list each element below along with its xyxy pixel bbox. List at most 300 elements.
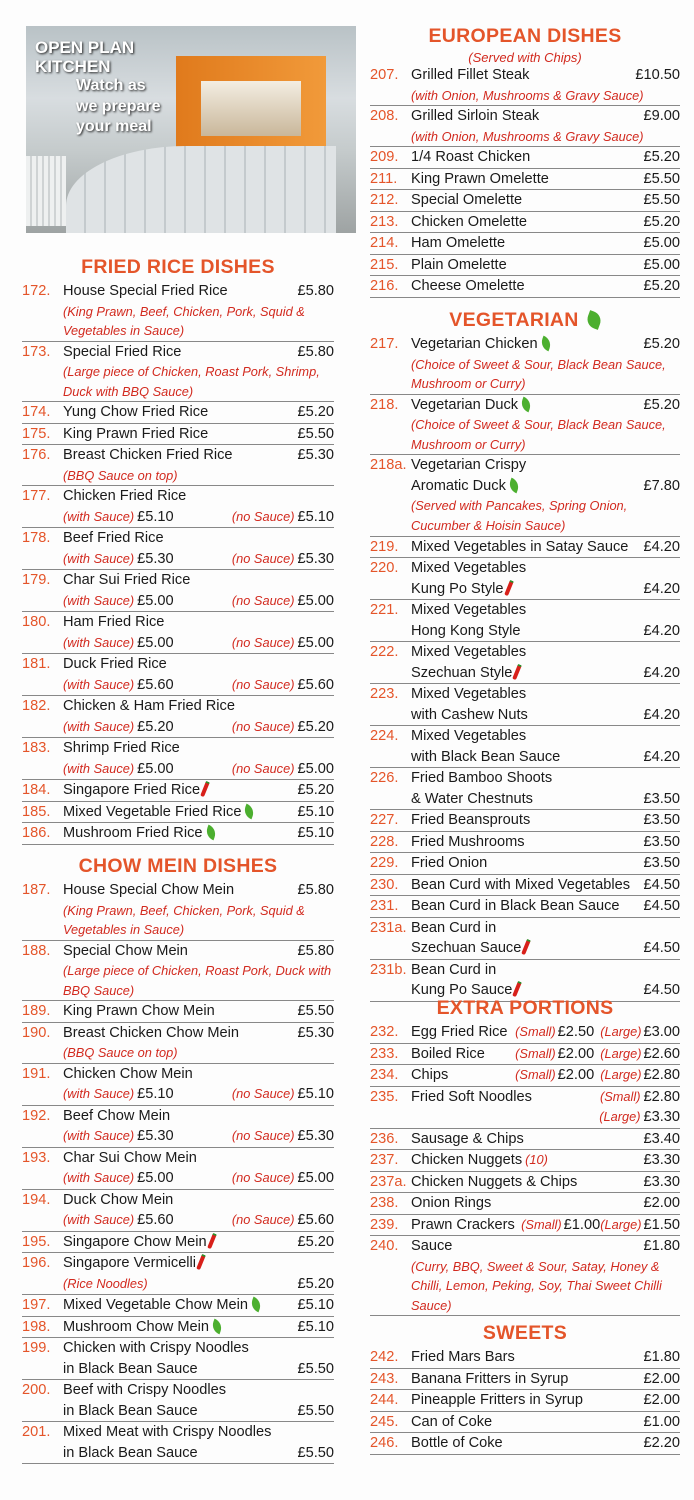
item-number: 189. <box>22 1003 51 1020</box>
item-line <box>22 780 334 801</box>
item-name-text: in Black Bean Sauce <box>63 1444 198 1461</box>
item-price: £3.50 <box>643 833 680 850</box>
item-name <box>63 802 254 823</box>
item-description: (Choice of Sweet & Sour, Black Bean Sauce, Mushroom or Curry) <box>411 417 666 452</box>
sauce-options <box>22 633 334 654</box>
menu-item <box>370 1347 680 1369</box>
item-name-text: Beef Fried Rice <box>63 530 164 547</box>
menu-item <box>370 106 680 147</box>
sauce-options <box>22 1210 334 1231</box>
caption-line: KITCHEN <box>35 57 111 76</box>
menu-item <box>22 780 334 802</box>
large-label: (Large) <box>600 1067 642 1082</box>
item-price: £7.80 <box>643 477 680 494</box>
item-price: £4.20 <box>643 580 680 597</box>
item-name <box>63 1190 173 1211</box>
item-number: 224. <box>370 728 399 745</box>
no-sauce-option <box>232 1168 334 1189</box>
item-line <box>22 1401 334 1422</box>
item-number: 177. <box>22 488 51 505</box>
item-price: £3.50 <box>643 855 680 872</box>
item-name-text: Ham Fried Rice <box>63 614 165 631</box>
menu-item <box>370 1236 680 1316</box>
menu-item <box>370 233 680 255</box>
item-number: 195. <box>22 1233 51 1250</box>
item-name <box>63 424 208 445</box>
item-name-text: & Water Chestnuts <box>411 790 533 807</box>
item-line <box>22 570 334 591</box>
item-name-text: Special Fried Rice <box>63 343 182 360</box>
item-name-text: Kung Po Style <box>411 580 504 597</box>
item-name <box>63 696 235 717</box>
item-price: £5.50 <box>297 1003 334 1020</box>
item-name-text: Special Omelette <box>411 192 523 209</box>
large-price: £2.80 <box>643 1067 680 1083</box>
item-name-text: Mushroom Fried Rice <box>63 825 203 842</box>
large-price-box <box>599 1107 680 1128</box>
menu-item <box>22 612 334 654</box>
item-number: 223. <box>370 686 399 703</box>
with-sauce-price: £5.00 <box>137 592 174 609</box>
with-sauce-label: (with Sauce) <box>63 508 135 524</box>
item-name <box>63 570 190 591</box>
item-name <box>63 1023 239 1044</box>
menu-item <box>370 1390 680 1412</box>
size-prices <box>515 1022 680 1043</box>
no-sauce-option <box>232 549 334 570</box>
item-line <box>22 1359 334 1380</box>
item-line <box>370 1065 680 1086</box>
item-name <box>411 1150 548 1171</box>
item-name-line2 <box>63 1443 198 1464</box>
item-line <box>370 1347 680 1368</box>
item-name <box>411 960 496 981</box>
menu-item <box>22 342 334 403</box>
menu-item <box>370 896 680 918</box>
with-sauce-price: £5.10 <box>137 1086 174 1103</box>
item-name-text: House Special Chow Mein <box>63 882 235 898</box>
item-price: £4.20 <box>643 622 680 639</box>
item-name-text: Chicken Nuggets & Chips <box>411 1173 578 1190</box>
chili-icon <box>513 663 523 679</box>
item-price: £1.00 <box>643 1413 680 1430</box>
with-sauce-label: (with Sauce) <box>63 634 135 650</box>
item-name <box>63 342 181 363</box>
menu-item <box>370 65 680 106</box>
vegetarian-leaf-icon <box>249 1297 263 1313</box>
item-line <box>370 190 680 211</box>
item-description: (Choice of Sweet & Sour, Black Bean Sauce, Mushroom or Curry) <box>411 356 666 392</box>
menu-item <box>22 696 334 738</box>
menu-item <box>370 1412 680 1434</box>
menu-item <box>22 486 334 528</box>
item-name-text: Can of Coke <box>411 1413 493 1430</box>
item-number: 236. <box>370 1130 399 1147</box>
item-line <box>22 1443 334 1464</box>
chow_mein-section <box>22 852 334 1464</box>
menu-item <box>22 1106 334 1148</box>
chili-icon <box>504 579 514 595</box>
item-line <box>22 445 334 466</box>
item-line <box>22 738 334 759</box>
menu-item <box>22 1422 334 1464</box>
item-line <box>370 147 680 168</box>
radiator <box>26 156 66 226</box>
item-price: £9.00 <box>643 108 680 125</box>
item-line <box>370 537 680 558</box>
item-number: 179. <box>22 572 51 589</box>
item-description: (King Prawn, Beef, Chicken, Pork, Squid & Vegetables in Sauce) <box>63 303 305 339</box>
item-number: 191. <box>22 1065 51 1082</box>
item-number: 190. <box>22 1024 51 1041</box>
item-line <box>370 768 680 789</box>
item-line <box>22 1232 334 1253</box>
item-name <box>63 780 207 801</box>
no-sauce-option <box>232 591 334 612</box>
item-price: £5.30 <box>297 1024 334 1041</box>
item-name <box>411 233 505 254</box>
no-sauce-price: £5.00 <box>297 760 334 777</box>
item-name-text: Mixed Meat with Crispy Noodles <box>63 1424 272 1441</box>
large-label: (Large) <box>599 1109 641 1124</box>
item-number: 215. <box>370 256 399 273</box>
item-number: 192. <box>22 1107 51 1124</box>
item-price: £5.50 <box>643 192 680 209</box>
caption-line: Watch as <box>76 77 146 94</box>
item-line <box>370 747 680 768</box>
item-price: £5.50 <box>643 170 680 187</box>
item-name <box>411 537 628 558</box>
item-name-text: Yung Chow Fried Rice <box>63 404 209 421</box>
item-line <box>370 233 680 254</box>
item-name-text: Kung Po Sauce <box>411 982 513 999</box>
item-name-text: Chicken Omelette <box>411 213 527 230</box>
item-name <box>63 445 233 466</box>
menu-item <box>370 147 680 169</box>
item-name-text: Bean Curd with Mixed Vegetables <box>411 876 631 893</box>
item-line <box>370 1150 680 1171</box>
item-price: £3.30 <box>643 1173 680 1190</box>
item-name <box>411 334 551 355</box>
sauce-options <box>22 759 334 780</box>
item-line <box>22 823 334 844</box>
item-name-text: Char Sui Fried Rice <box>63 572 191 589</box>
item-number: 194. <box>22 1191 51 1208</box>
item-name-line2 <box>411 579 511 600</box>
large-price: £3.00 <box>643 1024 680 1040</box>
item-name-text: Plain Omelette <box>411 256 507 273</box>
item-number: 238. <box>370 1195 399 1211</box>
item-price: £4.20 <box>643 664 680 681</box>
item-price: £5.20 <box>643 336 680 352</box>
menu-item <box>22 823 334 845</box>
no-sauce-label: (no Sauce) <box>231 1212 295 1228</box>
no-sauce-price: £5.20 <box>297 718 334 735</box>
size-prices <box>515 1044 680 1065</box>
menu-item <box>370 1193 680 1215</box>
item-line <box>370 960 680 981</box>
item-line <box>22 528 334 549</box>
menu-item <box>370 875 680 897</box>
item-name-text: Mixed Vegetable Fried Rice <box>63 803 242 820</box>
item-price: £5.20 <box>643 213 680 230</box>
item-name-text: Mixed Vegetables <box>411 644 527 661</box>
item-number: 227. <box>370 812 399 829</box>
item-name <box>411 455 526 476</box>
item-name-text: Fried Onion <box>411 855 488 872</box>
no-sauce-option <box>232 633 334 654</box>
item-name-text: Vegetarian Crispy <box>411 457 527 474</box>
item-number: 201. <box>22 1424 51 1441</box>
item-price: £5.80 <box>297 882 334 898</box>
item-price: £4.50 <box>643 982 680 999</box>
item-line <box>370 1087 680 1108</box>
item-name <box>411 169 549 190</box>
menu-item <box>370 1129 680 1151</box>
item-number: 216. <box>370 278 399 295</box>
item-name <box>63 1422 271 1443</box>
item-line <box>370 896 680 917</box>
no-sauce-label: (no Sauce) <box>231 550 295 566</box>
item-name-text: Mixed Vegetables <box>411 728 527 745</box>
no-sauce-price: £5.00 <box>297 1170 334 1187</box>
item-line <box>22 1148 334 1169</box>
item-line <box>370 169 680 190</box>
item-name-text: King Prawn Omelette <box>411 170 549 187</box>
menu-item <box>370 169 680 191</box>
item-price: £5.80 <box>297 343 334 360</box>
item-name-text: Mixed Vegetables in Satay Sauce <box>411 538 629 555</box>
item-number: 207. <box>370 67 399 83</box>
menu-item <box>370 1172 680 1194</box>
menu-item <box>22 402 334 424</box>
item-line <box>370 600 680 621</box>
item-name-text: Duck Chow Mein <box>63 1191 174 1208</box>
item-price: £5.10 <box>297 1318 334 1335</box>
item-line <box>22 1106 334 1127</box>
item-name <box>411 726 526 747</box>
item-line <box>370 1022 680 1043</box>
item-number: 230. <box>370 876 399 893</box>
item-name <box>411 558 526 579</box>
item-name-text: Vegetarian Duck <box>411 396 519 413</box>
item-line <box>370 789 680 810</box>
large-label: (Large) <box>600 1045 642 1061</box>
item-name-text: House Special Fried Rice <box>63 283 228 299</box>
item-name-text: Bean Curd in Black Bean Sauce <box>411 898 620 915</box>
item-name <box>63 941 188 962</box>
item-line <box>22 1190 334 1211</box>
small-price-box <box>600 1087 680 1108</box>
item-line <box>370 1129 680 1150</box>
item-name-text: Cheese Omelette <box>411 278 525 295</box>
vegetarian-leaf-icon <box>243 804 257 820</box>
menu-item <box>22 1232 334 1254</box>
menu-item <box>370 212 680 234</box>
vegetarian-leaf-icon <box>204 825 218 841</box>
kitchen-photo <box>26 26 356 233</box>
with-sauce-label: (with Sauce) <box>63 592 135 608</box>
item-number: 197. <box>22 1297 51 1314</box>
item-name-line2 <box>411 663 519 684</box>
item-name <box>63 823 216 844</box>
item-name-text: Chicken & Ham Fried Rice <box>63 698 235 715</box>
vegetarian-section <box>370 306 680 1002</box>
item-name <box>411 147 530 168</box>
item-description: (Curry, BBQ, Sweet & Sour, Satay, Honey & Chilli, Lemon, Peking, Soy, Thai Sweet Chilli Sauce) <box>411 1258 662 1313</box>
item-name-text: Grilled Fillet Steak <box>411 67 530 83</box>
item-price: £5.20 <box>297 782 334 799</box>
item-name <box>63 402 208 423</box>
item-number: 213. <box>370 213 399 230</box>
no-sauce-label: (no Sauce) <box>231 592 295 608</box>
item-line <box>370 810 680 831</box>
item-name-text: Chicken Fried Rice <box>63 488 187 505</box>
menu-item <box>370 537 680 559</box>
item-line <box>370 255 680 276</box>
item-name-text: Mixed Vegetables <box>411 602 527 619</box>
item-line <box>22 880 334 901</box>
item-name-text: Sauce <box>411 1238 453 1254</box>
with-sauce-price: £5.20 <box>137 718 174 735</box>
item-line <box>22 941 334 962</box>
small-label: (Small) <box>515 1045 556 1061</box>
item-line <box>370 705 680 726</box>
item-price: £5.50 <box>297 1402 334 1419</box>
item-name-text: Singapore Vermicelli <box>63 1255 197 1272</box>
item-name <box>63 612 164 633</box>
with-sauce-price: £5.30 <box>137 550 174 567</box>
item-name <box>411 918 496 939</box>
item-number: 222. <box>370 644 399 661</box>
item-number: 211. <box>370 170 398 187</box>
item-name <box>411 642 526 663</box>
item-name <box>411 832 525 853</box>
item-price: £5.20 <box>297 404 334 421</box>
item-name <box>63 528 164 549</box>
item-name-text: Bean Curd in <box>411 919 497 936</box>
item-name-text: Singapore Chow Mein <box>63 1233 207 1250</box>
item-number: 188. <box>22 942 51 959</box>
item-name-text: Vegetarian Chicken <box>411 336 538 352</box>
sauce-options <box>22 717 334 738</box>
item-line <box>370 334 680 355</box>
item-number: 218a. <box>370 457 407 474</box>
item-price: £10.50 <box>635 67 680 83</box>
item-line <box>22 612 334 633</box>
item-number: 217. <box>370 336 399 352</box>
menu-item <box>22 1148 334 1190</box>
menu-item <box>370 1022 680 1044</box>
item-number: 212. <box>370 192 399 209</box>
chili-icon <box>207 1233 217 1249</box>
menu-item <box>370 395 680 456</box>
item-name <box>63 1064 193 1085</box>
item-line <box>22 1380 334 1401</box>
item-name <box>411 1215 515 1236</box>
item-line <box>22 281 334 302</box>
item-number: 221. <box>370 602 399 619</box>
item-price: £5.20 <box>643 149 680 166</box>
item-number: 220. <box>370 560 399 577</box>
chili-icon <box>522 939 532 955</box>
item-name-text: Singapore Fried Rice <box>63 782 201 799</box>
item-name-text: Beef Chow Mein <box>63 1107 171 1124</box>
with-sauce-label: (with Sauce) <box>63 676 135 692</box>
item-name <box>411 190 522 211</box>
item-line <box>370 1172 680 1193</box>
item-name-text: Duck Fried Rice <box>63 656 167 673</box>
item-number: 175. <box>22 425 51 442</box>
item-number: 231. <box>370 898 399 915</box>
item-name <box>411 395 531 416</box>
menu-item <box>22 528 334 570</box>
item-description: (King Prawn, Beef, Chicken, Pork, Squid & Vegetables in Sauce) <box>63 902 305 938</box>
item-line <box>370 938 680 959</box>
small-label: (Small) <box>515 1024 556 1039</box>
item-price: £4.50 <box>643 876 680 893</box>
item-number: 174. <box>22 404 51 421</box>
vegetarian-leaf-icon <box>539 336 553 352</box>
item-name-text: Chips <box>411 1067 449 1083</box>
item-number: 226. <box>370 770 399 787</box>
item-name <box>411 106 539 127</box>
menu-item <box>370 455 680 536</box>
item-name <box>63 1253 203 1274</box>
item-name-text: 1/4 Roast Chicken <box>411 149 531 166</box>
menu-item <box>370 1369 680 1391</box>
item-name <box>63 1295 261 1316</box>
item-number: 182. <box>22 698 51 715</box>
item-price: £4.20 <box>643 706 680 723</box>
vegetarian-leaf-icon <box>519 396 533 412</box>
item-name-line2 <box>411 789 533 810</box>
item-line <box>370 106 680 127</box>
item-price: £5.50 <box>297 1360 334 1377</box>
item-name-text: Ham Omelette <box>411 235 506 252</box>
menu-item <box>370 334 680 395</box>
item-price: £5.00 <box>643 256 680 273</box>
section-heading <box>370 306 680 334</box>
item-line <box>22 696 334 717</box>
menu-item <box>370 1150 680 1172</box>
menu-item <box>370 684 680 726</box>
no-sauce-label: (no Sauce) <box>231 760 295 776</box>
item-name <box>63 1317 222 1338</box>
item-line <box>22 1295 334 1316</box>
menu-item <box>22 1338 334 1380</box>
item-line <box>370 1215 680 1236</box>
sauce-options <box>22 549 334 570</box>
item-price: £2.00 <box>643 1195 680 1211</box>
no-sauce-label: (no Sauce) <box>231 634 295 650</box>
item-name-text: Fried Soft Noodles <box>411 1088 532 1105</box>
item-price: £4.50 <box>643 898 680 915</box>
item-price: £4.20 <box>643 538 680 555</box>
no-sauce-label: (no Sauce) <box>231 676 295 692</box>
section-heading: SWEETS <box>482 1322 568 1344</box>
item-number: 237. <box>370 1152 399 1168</box>
menu-item <box>370 726 680 768</box>
item-name-text: Aromatic Duck <box>411 477 506 494</box>
item-name-text: Fried Bamboo Shoots <box>411 770 553 787</box>
menu-item <box>370 1087 680 1129</box>
item-number: 193. <box>22 1149 51 1166</box>
item-line <box>22 424 334 445</box>
item-line <box>22 802 334 823</box>
menu-item <box>370 1215 680 1237</box>
item-name-text: Mixed Vegetables <box>411 686 527 703</box>
